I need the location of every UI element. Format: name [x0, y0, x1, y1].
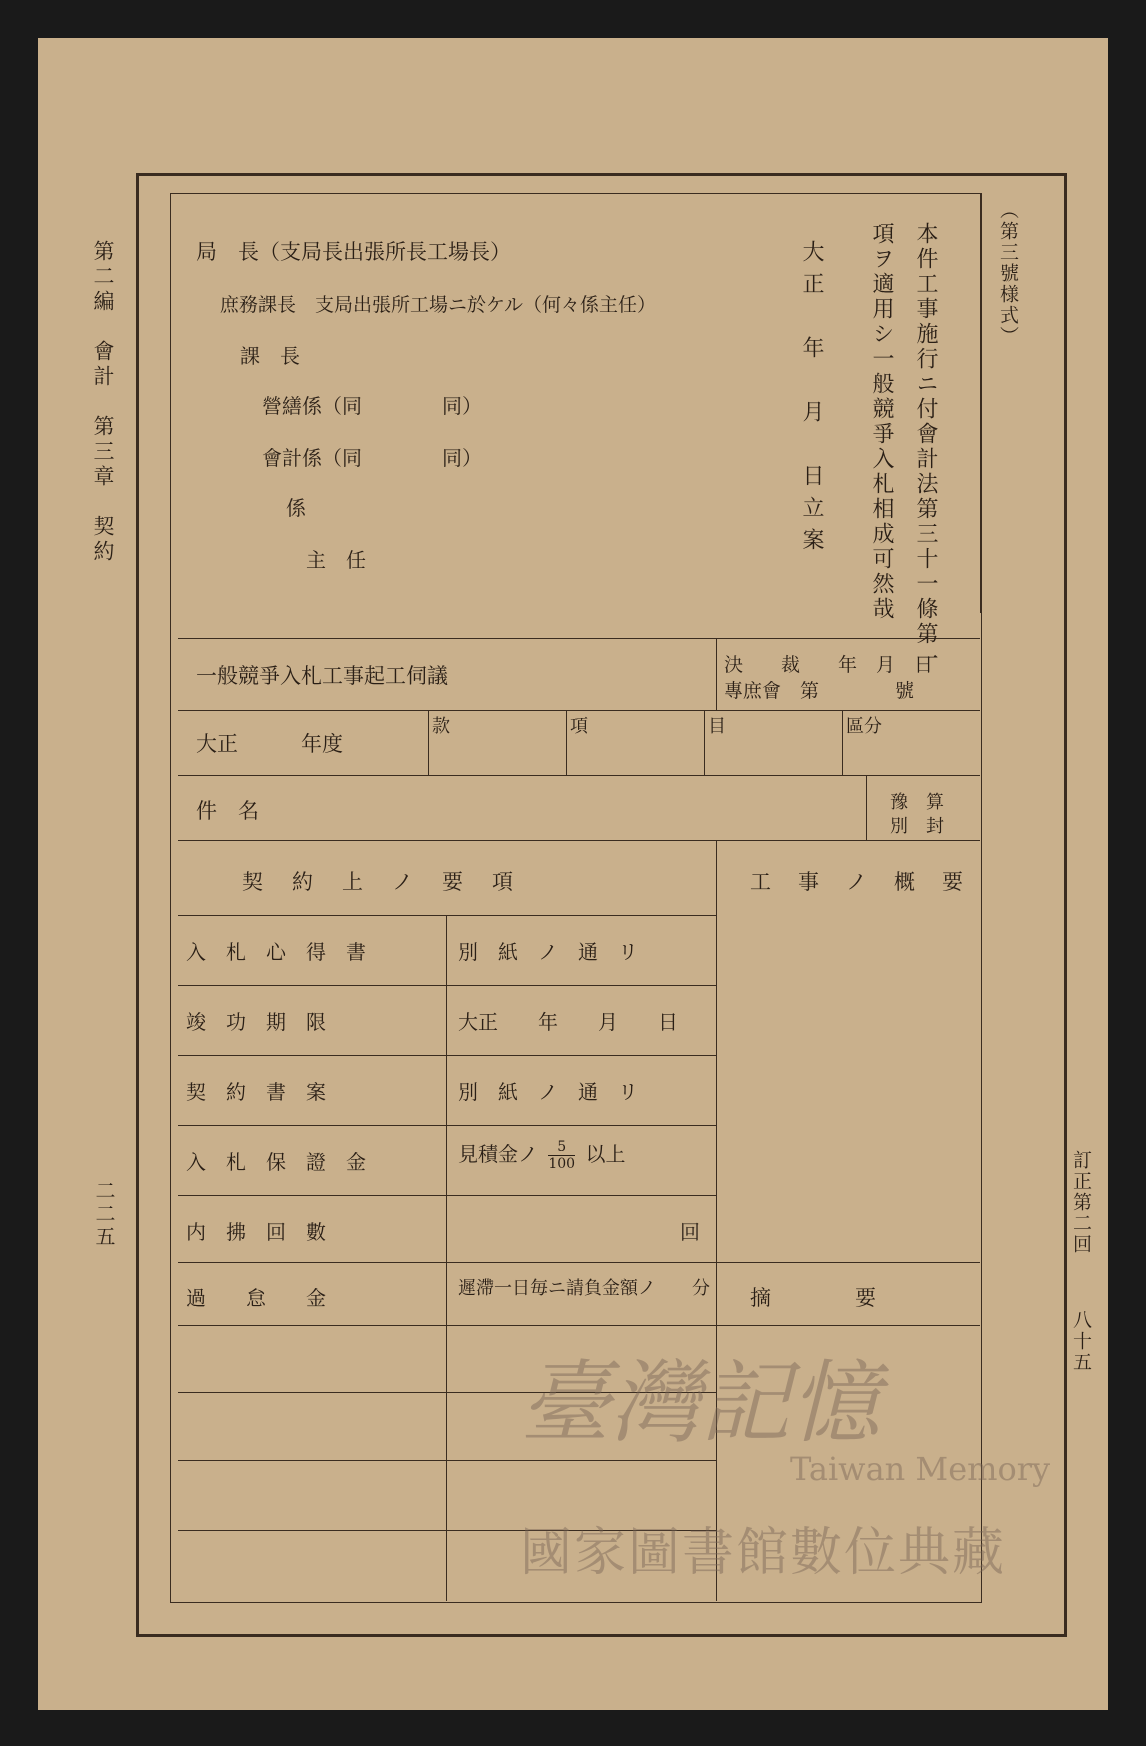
row-value-completion-deadline: 大正 年 月 日 [458, 1010, 678, 1034]
row-value-bid-deposit: 見積金ノ $\frac{5}{100}$ 以上 [458, 1139, 626, 1172]
decision-top: 決 裁 年 月 日 [724, 654, 934, 676]
decision-bottom: 專庶會 第 號 [724, 680, 915, 702]
approver-accounting: 會計係（同 同） [262, 446, 482, 470]
row-label-bid-deposit: 入 札 保 證 金 [186, 1150, 366, 1174]
kan-label: 款 [432, 716, 450, 737]
row-label-installments: 内 拂 回 數 [186, 1220, 326, 1244]
right-page-number: 八十五 [1070, 1310, 1092, 1373]
row-label-contract-draft: 契 約 書 案 [186, 1080, 326, 1104]
body-line-2: 項ヲ適用シ一般競爭入札相成可然哉 [869, 222, 894, 622]
works-header: 工 事 ノ 概 要 [750, 870, 966, 894]
row-value-bidding-guide: 別 紙 ノ 通 リ [458, 940, 638, 964]
watermark-brand: 臺灣記憶 [520, 1351, 880, 1456]
row-value-installments: 回 [680, 1220, 700, 1244]
left-page-number: 二二五 [92, 1180, 116, 1249]
approver-chief: 主 任 [306, 548, 366, 572]
budget-top: 豫 算 [890, 792, 944, 813]
form-style-label: （第三號様式） [997, 200, 1019, 347]
kubun-label: 區分 [846, 716, 882, 737]
left-header: 第二編 會計 第三章 契約 [91, 240, 115, 565]
fiscal-year: 大正 年度 [196, 732, 343, 756]
date-line: 大正 年 月 日立案 [799, 240, 824, 560]
form-title: 一般競爭入札工事起工伺議 [196, 664, 448, 688]
watermark-library: 國家圖書館數位典藏 [520, 1523, 1007, 1583]
watermark-brand-en: Taiwan Memory [790, 1450, 1051, 1488]
approver-director: 局 長（支局長出張所長工場長） [196, 240, 511, 264]
body-line-1: 本件工事施行ニ付會計法第三十一條第一 [913, 222, 938, 672]
item-name-label: 件 名 [196, 799, 259, 823]
row-value-contract-draft: 別 紙 ノ 通 リ [458, 1080, 638, 1104]
approver-construction: 營繕係（同 同） [262, 394, 482, 418]
deposit-fraction: $\frac{5}{100}$ [548, 1139, 576, 1172]
remarks-label: 摘 要 [750, 1286, 876, 1310]
row-value-penalty: 遲滯一日毎ニ請負金額ノ 分 [458, 1278, 710, 1299]
row-label-penalty: 過 怠 金 [186, 1286, 326, 1310]
budget-bottom: 別 封 [890, 816, 944, 837]
approver-staff: 係 [286, 496, 306, 520]
approver-general-affairs: 庶務課長 支局出張所工場ニ於ケル（何々係主任） [220, 294, 657, 316]
moku-label: 目 [708, 716, 726, 737]
contract-header: 契 約 上 ノ 要 項 [242, 870, 517, 894]
approver-section-chief: 課 長 [240, 344, 300, 368]
kou-label: 項 [570, 716, 588, 737]
row-label-completion-deadline: 竣 功 期 限 [186, 1010, 326, 1034]
right-revision: 訂正第二回 [1070, 1150, 1092, 1255]
row-label-bidding-guide: 入 札 心 得 書 [186, 940, 366, 964]
